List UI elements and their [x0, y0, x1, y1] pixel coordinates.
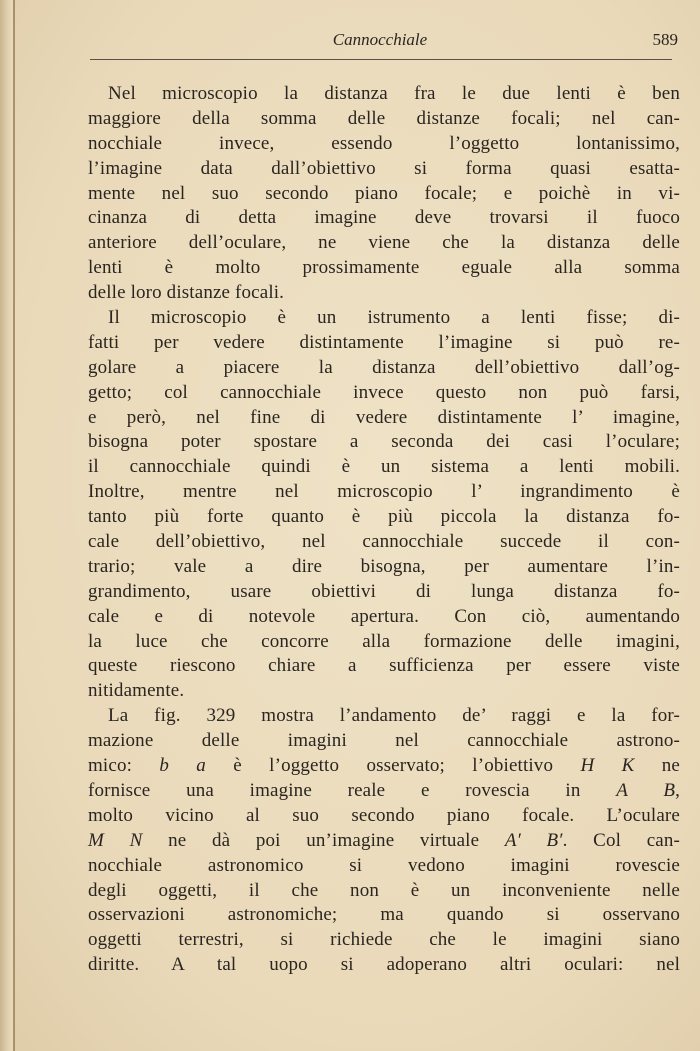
- text-segment: Nel microscopio la distanza fra le due lenti è ben: [108, 83, 680, 104]
- body-text: [88, 82, 680, 978]
- text-line: [88, 455, 680, 480]
- italic-symbol: A B: [616, 779, 676, 801]
- text-segment: nitidamente.: [88, 680, 185, 702]
- text-segment: delle loro distanze focali.: [88, 282, 285, 304]
- italic-symbol: b a: [159, 755, 206, 777]
- text-segment: . Col can-: [562, 829, 680, 851]
- text-segment: cinanza di detta imagine deve trovarsi il fuoco: [88, 207, 680, 229]
- text-segment: fornisce una imagine reale e rovescia in: [88, 779, 617, 801]
- text-line: [88, 231, 680, 256]
- text-line: [88, 256, 680, 281]
- text-segment: degli oggetti, il che non è un inconveniente nelle: [88, 879, 680, 901]
- text-line: [88, 306, 680, 331]
- text-line: [88, 132, 680, 157]
- text-segment: queste riescono chiare a sufficienza per essere viste: [88, 655, 680, 677]
- text-segment: ne: [634, 755, 681, 777]
- text-line: [88, 430, 680, 455]
- italic-symbol: M N: [88, 829, 143, 851]
- text-line: [88, 729, 680, 754]
- text-line: [88, 804, 680, 829]
- text-segment: e però, nel fine di vedere distintamente l’ imagine,: [88, 406, 680, 428]
- paragraph: [88, 704, 680, 978]
- text-line: [88, 107, 680, 132]
- text-segment: maggiore della somma delle distanze focali; nel can-: [88, 107, 680, 129]
- text-segment: il cannocchiale quindi è un sistema a lenti mobili.: [88, 456, 680, 478]
- text-segment: è l’oggetto osservato; l’obiettivo: [205, 755, 581, 777]
- text-segment: oggetti terrestri, si richiede che le imagini siano: [88, 929, 680, 951]
- text-line: [88, 754, 680, 779]
- book-spine: [0, 0, 14, 1051]
- text-segment: anteriore dell’oculare, ne viene che la distanza delle: [88, 232, 680, 254]
- spine-edge: [13, 0, 15, 1051]
- text-line: [88, 206, 680, 231]
- text-line: [88, 679, 680, 704]
- text-line: [88, 406, 680, 431]
- text-segment: tanto più forte quanto è più piccola la distanza fo-: [88, 506, 680, 528]
- text-line: [88, 555, 680, 580]
- text-segment: Il microscopio è un istrumento a lenti fisse; di-: [108, 307, 680, 329]
- text-line: [88, 281, 680, 306]
- header-rule: [90, 59, 672, 60]
- text-line: [88, 605, 680, 630]
- text-line: [88, 530, 680, 555]
- text-line: [88, 953, 680, 978]
- text-segment: ,: [675, 779, 680, 801]
- text-segment: ne dà poi un’imagine virtuale: [142, 829, 505, 851]
- text-segment: cale dell’obiettivo, nel cannocchiale succede il con-: [88, 531, 680, 553]
- text-segment: molto vicino al suo secondo piano focale. L’oculare: [88, 804, 680, 826]
- text-segment: la luce che concorre alla formazione delle imagini,: [88, 630, 680, 652]
- text-line: [88, 704, 680, 729]
- text-line: [88, 654, 680, 679]
- paragraph: [88, 306, 680, 704]
- text-line: [88, 82, 680, 107]
- text-line: [88, 829, 680, 854]
- text-segment: La fig. 329 mostra l’andamento de’ raggi e la for-: [108, 705, 680, 727]
- text-segment: Inoltre, mentre nel microscopio l’ ingrandimento è: [88, 481, 680, 503]
- text-segment: mente nel suo secondo piano focale; e poichè in vi-: [88, 182, 680, 204]
- italic-symbol: A′ B′: [504, 829, 563, 851]
- text-line: [88, 182, 680, 207]
- text-segment: mico:: [88, 755, 160, 777]
- text-segment: l’imagine data dall’obiettivo si forma quasi esatta-: [88, 157, 680, 179]
- text-line: [88, 779, 680, 804]
- text-segment: getto; col cannocchiale invece questo non può farsi,: [88, 381, 680, 403]
- text-segment: trario; vale a dire bisogna, per aumentare l’in-: [88, 555, 680, 577]
- text-segment: lenti è molto prossimamente eguale alla somma: [88, 257, 680, 279]
- text-line: [88, 356, 680, 381]
- page-number: 589: [652, 30, 678, 49]
- text-line: [88, 903, 680, 928]
- text-segment: golare a piacere la distanza dell’obiettivo dall’og-: [88, 356, 680, 378]
- text-segment: cale e di notevole apertura. Con ciò, aumentando: [88, 605, 680, 627]
- text-segment: bisogna poter spostare a seconda dei casi l’oculare;: [88, 431, 680, 453]
- italic-symbol: H K: [580, 755, 635, 777]
- text-line: [88, 381, 680, 406]
- text-line: [88, 928, 680, 953]
- running-header-title: Cannocchiale: [332, 30, 428, 49]
- text-line: [88, 157, 680, 182]
- text-segment: grandimento, usare obiettivi di lunga distanza fo-: [88, 580, 680, 602]
- text-line: [88, 854, 680, 879]
- paragraph: [88, 82, 680, 306]
- text-line: [88, 331, 680, 356]
- text-segment: nocchiale astronomico si vedono imagini rovescie: [88, 854, 680, 876]
- text-segment: nocchiale invece, essendo l’oggetto lontanissimo,: [88, 132, 680, 154]
- text-line: [88, 580, 680, 605]
- text-line: [88, 505, 680, 530]
- text-line: [88, 480, 680, 505]
- text-line: [88, 879, 680, 904]
- text-segment: osservazioni astronomiche; ma quando si osservano: [88, 904, 680, 926]
- text-segment: diritte. A tal uopo si adoperano altri oculari: nel: [88, 954, 680, 976]
- text-segment: fatti per vedere distintamente l’imagine si può re-: [88, 331, 680, 353]
- text-line: [88, 630, 680, 655]
- text-segment: mazione delle imagini nel cannocchiale astrono-: [88, 730, 680, 752]
